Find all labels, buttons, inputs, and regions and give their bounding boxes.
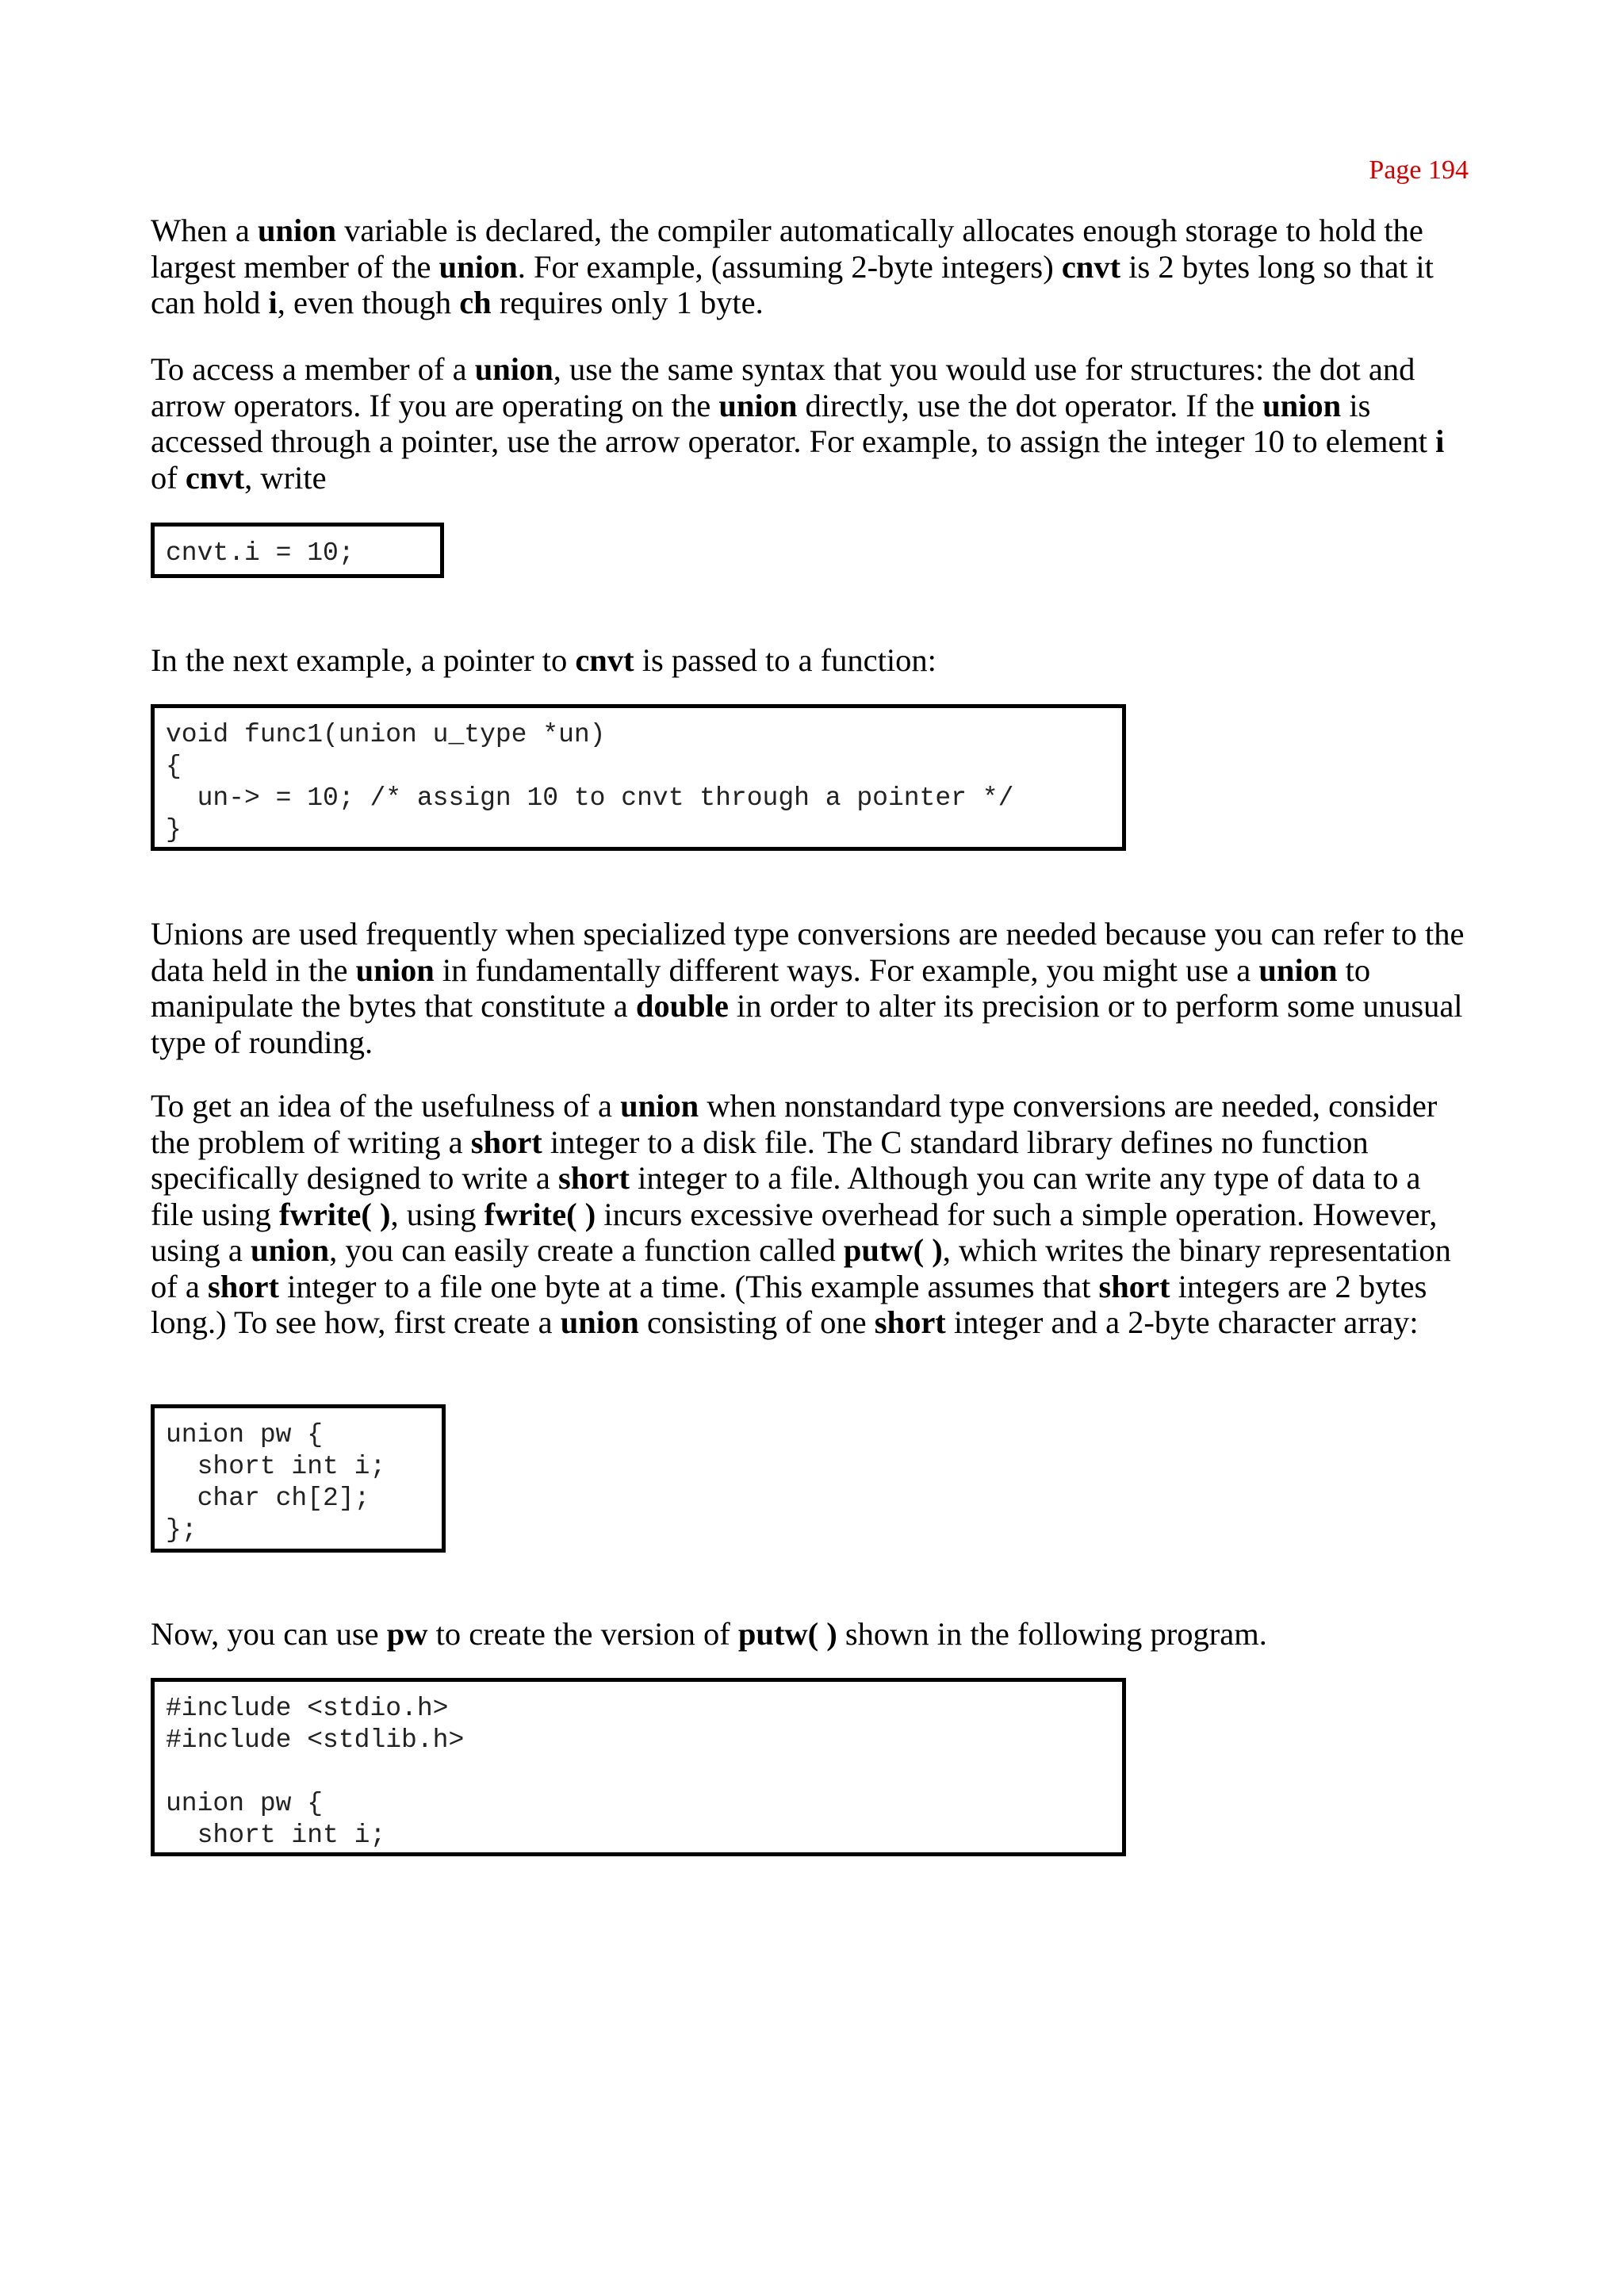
text-run: In the next example, a pointer to [151,642,576,678]
bold-term: union [1258,952,1338,988]
bold-term: short [557,1160,630,1196]
bold-term: i [1435,423,1445,459]
text-run: to manipulate the bytes that constitute a [151,952,1371,1024]
code-text: cnvt.i = 10; [166,538,354,568]
paragraph-text [151,642,1467,679]
text-run: . For example, (assuming 2-byte integers) [517,248,1062,285]
paragraph-6 [151,1616,1467,1653]
text-run: variable is declared, the compiler automatically allocates enough storage to hold the largest member of the [151,213,1423,285]
text-run: integer to a file. Although you can write any type of data to a file using [151,1160,1421,1232]
code-block-union-pw [151,1404,446,1553]
text-run: To access a member of a [151,351,475,387]
code-text: #include <stdio.h> #include <stdlib.h> union pw { short int i; [166,1694,465,1850]
bold-term: cnvt [1061,248,1121,285]
bold-term: union [257,213,337,248]
bold-term: putw( ) [843,1232,943,1268]
text-run: , using [390,1196,485,1232]
text-run: consisting of one [638,1304,875,1340]
paragraph-1 [151,213,1467,321]
text-run: When a [151,213,258,248]
bold-term: short [470,1124,542,1160]
text-run: directly, use the dot operator. If the [797,387,1263,423]
text-run: is 2 bytes long so that it can hold [151,248,1434,320]
text-run: integer and a 2-byte character array: [945,1304,1419,1340]
code-block-func1 [151,704,1126,851]
bold-term: double [635,988,729,1024]
text-run: Now, you can use [151,1616,387,1652]
bold-term: union [474,351,553,387]
bold-term: i [268,285,278,320]
bold-term: putw( ) [737,1616,837,1652]
text-run: integers are 2 bytes long.) To see how, first create a [151,1268,1427,1340]
text-run: , you can easily create a function called [329,1232,844,1268]
text-run: is passed to a function: [634,642,936,678]
text-run: Unions are used frequently when specialized type conversions are needed because you can refer to the data held in the [151,916,1465,988]
text-run: of [151,459,186,496]
bold-term: union [439,248,518,285]
text-run: , write [244,459,327,496]
text-run: is accessed through a pointer, use the arrow operator. For example, to assign the integer 10 to element [151,387,1436,459]
text-run: shown in the following program. [837,1616,1267,1652]
bold-term: cnvt [185,459,245,496]
paragraph-text [151,1088,1467,1341]
paragraph-4 [151,916,1467,1060]
bold-term: union [718,387,798,423]
page-number: Page 194 [1369,155,1469,185]
bold-term: union [560,1304,639,1340]
bold-term: union [620,1088,699,1124]
paragraph-text [151,916,1467,1060]
text-run: , even though [277,285,460,320]
code-block-assign [151,523,444,578]
paragraph-5 [151,1088,1467,1341]
code-block-program [151,1678,1126,1856]
bold-term: union [1262,387,1342,423]
text-run: to create the version of [427,1616,738,1652]
bold-term: union [251,1232,330,1268]
bold-term: cnvt [575,642,634,678]
paragraph-text [151,1616,1467,1653]
text-run: integer to a disk file. The C standard library defines no function specifically designed to write a [151,1124,1369,1196]
text-run: , which writes the binary representation of a [151,1232,1451,1304]
bold-term: pw [386,1616,428,1652]
code-text: void func1(union u_type *un) { un-> = 10; /* assign 10 to cnvt through a pointer */ } [166,720,1014,844]
text-run: in fundamentally different ways. For example, you might use a [434,952,1259,988]
paragraph-3 [151,642,1467,679]
bold-term: ch [459,285,492,320]
text-run: , use the same syntax that you would use for structures: the dot and arrow operators. If you are operating on the [151,351,1415,423]
text-run: incurs excessive overhead for such a simple operation. However, using a [151,1196,1438,1268]
bold-term: union [355,952,435,988]
bold-term: fwrite( ) [484,1196,596,1232]
text-run: in order to alter its precision or to perform some unusual type of rounding. [151,988,1463,1060]
paragraph-text [151,213,1467,321]
text-run: when nonstandard type conversions are needed, consider the problem of writing a [151,1088,1438,1160]
text-run: requires only 1 byte. [491,285,764,320]
paragraph-2 [151,351,1467,496]
code-text: union pw { short int i; char ch[2]; }; [166,1420,386,1545]
bold-term: short [207,1268,279,1304]
text-run: integer to a file one byte at a time. (This example assumes that [278,1268,1099,1304]
bold-term: short [874,1304,946,1340]
text-run: To get an idea of the usefulness of a [151,1088,621,1124]
bold-term: short [1098,1268,1170,1304]
bold-term: fwrite( ) [278,1196,391,1232]
paragraph-text [151,351,1467,496]
